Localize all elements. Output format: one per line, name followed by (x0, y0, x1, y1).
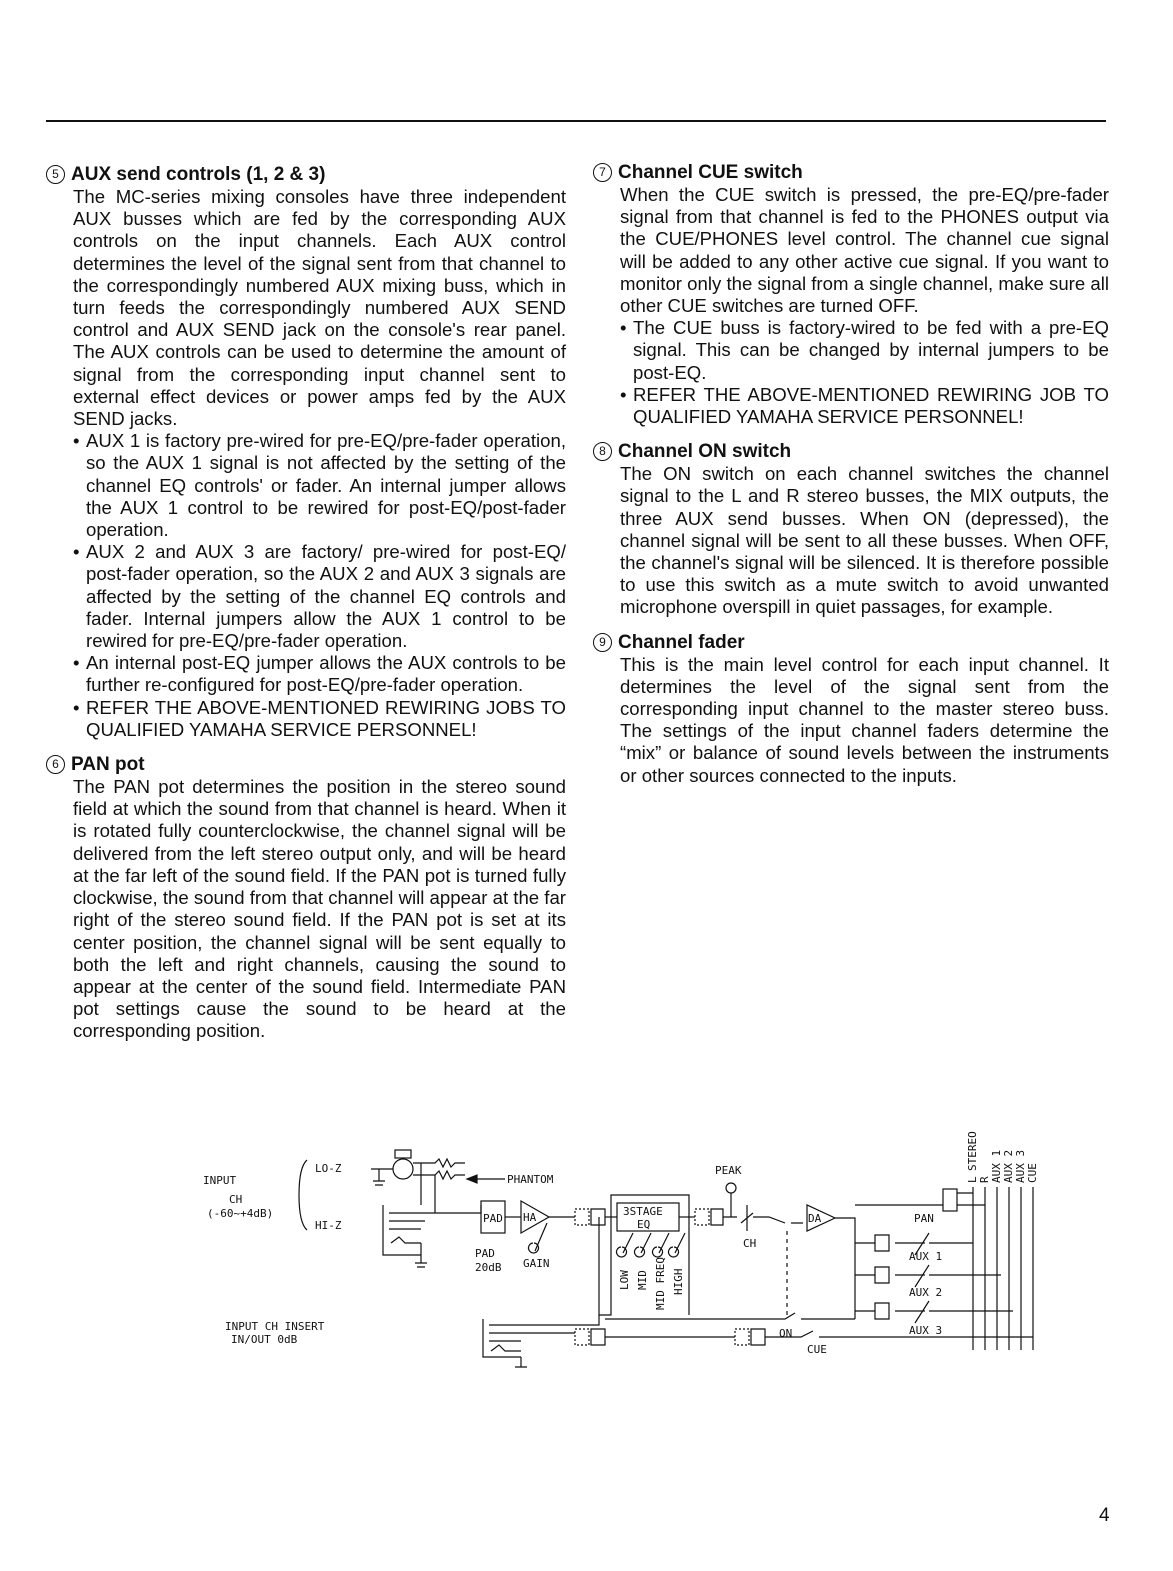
aux-send-3 (855, 1301, 1013, 1323)
bullet-list (620, 317, 1109, 428)
diagram-label-ch-fader: CH (743, 1237, 757, 1250)
diagram-label-eq-line2: EQ (637, 1218, 651, 1231)
input-wire (425, 1205, 481, 1213)
diagram-label-pad: PAD (475, 1247, 495, 1260)
cue-post-switch (735, 1329, 765, 1345)
aux-send-2 (855, 1265, 1001, 1287)
section-title: Channel fader (618, 631, 745, 653)
insert-wire (527, 1315, 599, 1333)
section-heading (593, 440, 1109, 463)
section-on-switch (593, 440, 1109, 618)
section-pan-pot (46, 753, 566, 1042)
insert-jack (483, 1319, 527, 1367)
insert-switch (575, 1209, 605, 1225)
section-title: AUX send controls (1, 2 & 3) (71, 164, 326, 185)
on-switch-bottom (689, 1313, 855, 1319)
section-channel-fader (593, 631, 1109, 787)
peak-led (726, 1183, 736, 1193)
diagram-label-eq-mid: MID (636, 1270, 649, 1290)
phone-jack (383, 1205, 427, 1267)
bullet-list (73, 430, 566, 741)
section-title: Channel ON switch (618, 441, 792, 463)
fader-symbol (741, 1205, 753, 1231)
eq-pots (617, 1233, 686, 1257)
section-heading (46, 163, 566, 186)
section-title: Channel CUE switch (618, 162, 803, 183)
bus-label-cue: CUE (1026, 1163, 1039, 1183)
diagram-label-da: DA (808, 1212, 822, 1225)
bus-lines (973, 1187, 1033, 1350)
cue-bus-wire (605, 1319, 735, 1337)
input-brace (299, 1160, 307, 1230)
diagram-label-hi-z: HI-Z (315, 1219, 342, 1232)
right-column (593, 161, 1109, 799)
diagram-label-gain: GAIN (523, 1257, 550, 1270)
section-number-9: 9 (593, 633, 612, 652)
diagram-label-peak: PEAK (715, 1164, 742, 1177)
section-cue-switch (593, 161, 1109, 428)
block-diagram-svg (195, 1105, 1045, 1375)
pan-block (943, 1189, 957, 1211)
bus-label-l: L (966, 1176, 979, 1183)
post-eq-switch (695, 1209, 723, 1225)
bus-label-aux1: AUX 1 (990, 1149, 1003, 1183)
diagram-label-ha: HA (523, 1211, 537, 1224)
bullet-item: • REFER THE ABOVE-MENTIONED REWIRING JOB TO QUALIFIED YAMAHA SERVICE PERSONNEL! (620, 384, 1109, 428)
diagram-label-range: (-60~+4dB) (207, 1207, 274, 1220)
phantom-arrow-head (467, 1175, 477, 1183)
diagram-label-aux1: AUX 1 (909, 1250, 943, 1263)
section-number-6: 6 (46, 755, 65, 774)
left-column (46, 163, 566, 1055)
diagram-label-pad-db: 20dB (475, 1261, 502, 1274)
diagram-label-eq-mid-freq: MID FREQ (654, 1257, 667, 1310)
peak-wire (723, 1193, 737, 1217)
diagram-label-aux2: AUX 2 (909, 1286, 943, 1299)
diagram-label-pad-box: PAD (483, 1212, 503, 1225)
cue-tap-switch (575, 1329, 605, 1345)
bullet-item: • An internal post-EQ jumper allows the AUX controls to be further re-configured for post-EQ/pre-fader operation. (73, 652, 566, 696)
diagram-label-insert-line2: IN/OUT 0dB (231, 1333, 298, 1346)
bus-label-aux3: AUX 3 (1014, 1149, 1027, 1183)
bullet-item: • AUX 1 is factory pre-wired for pre-EQ/pre-fader operation, so the AUX 1 signal is not affected by the setting of the channel EQ controls' or fader. An internal jumper allows the AUX 1 control to be rewired for post-EQ/post-fader operation. (73, 430, 566, 541)
diagram-label-ch: CH (229, 1193, 243, 1206)
diagram-label-eq-low: LOW (618, 1270, 631, 1290)
diagram-label-cue: CUE (807, 1343, 827, 1356)
section-paragraph: The MC-series mixing consoles have three independent AUX busses which are fed by the corresponding AUX controls on the input channels. Each AUX control determines the level of the signal sent from that channel to the correspondingly numbered AUX mixing buss, which in turn feeds the correspondingly numbered AUX SEND control and AUX SEND jack on the console's rear panel. The AUX controls can be used to determine the amount of signal from the corresponding input channel sent to external effect devices or power amps fed by the AUX SEND jacks. (73, 186, 566, 430)
channel-block-diagram (195, 1105, 1045, 1375)
bullet-item: • REFER THE ABOVE-MENTIONED REWIRING JOBS TO QUALIFIED YAMAHA SERVICE PERSONNEL! (73, 697, 566, 741)
pan-wires (855, 1193, 985, 1205)
section-heading (46, 753, 566, 776)
bus-label-stereo: STEREO (966, 1131, 979, 1171)
diagram-label-phantom: PHANTOM (507, 1173, 554, 1186)
diagram-label-insert-line1: INPUT CH INSERT (225, 1320, 325, 1333)
section-heading (593, 631, 1109, 654)
section-number-7: 7 (593, 163, 612, 182)
section-paragraph: This is the main level control for each input channel. It determines the level of the signal sent from the corresponding input channel to the master stereo buss. The settings of the input channel faders determine the “mix” or balance of sound levels between the instruments or other sources connected to the inputs. (620, 653, 1109, 786)
section-paragraph: The PAN pot determines the position in the stereo sound field at which the sound from that channel is heard. When it is rotated fully counterclockwise, the channel signal will be delivered from the left stereo output only, and will be heard at the far left of the sound field. If the PAN pot is turned fully clockwise, the sound from that channel will appear at the far right of the stereo sound field. If the PAN pot is set at its center position, the channel signal will be sent equally to both the left and right channels, causing the sound to appear at the center of the sound field. Intermediate PAN pot settings cause the sound to be heard at the corresponding position. (73, 776, 566, 1042)
header-rule (46, 120, 1106, 122)
bus-label-aux2: AUX 2 (1002, 1149, 1015, 1183)
section-heading (593, 161, 1109, 184)
section-aux-send (46, 163, 566, 741)
da-out-wire (835, 1218, 855, 1319)
on-switch-top (753, 1217, 803, 1223)
cue-switch-wire (765, 1331, 1033, 1337)
diagram-label-eq-line1: 3STAGE (623, 1205, 663, 1218)
bullet-item: • The CUE buss is factory-wired to be fed with a pre-EQ signal. This can be changed by internal jumpers to be post-EQ. (620, 317, 1109, 384)
diagram-label-pan: PAN (914, 1212, 934, 1225)
section-title: PAN pot (71, 754, 145, 776)
page-number: 4 (1099, 1505, 1110, 1526)
section-number-5: 5 (46, 165, 65, 184)
diagram-label-input: INPUT (203, 1174, 237, 1187)
diagram-label-aux3: AUX 3 (909, 1324, 943, 1337)
diagram-label-eq-high: HIGH (672, 1268, 685, 1295)
bullet-item: • AUX 2 and AUX 3 are factory/ pre-wired for post-EQ/ post-fader operation, so the AUX 2 and AUX 3 signals are affected by the setting of the channel EQ controls and fader. Internal jumpers allow the AUX 1 control to be rewired for pre-EQ/pre-fader operation. (73, 541, 566, 652)
diagram-label-on: ON (779, 1327, 793, 1340)
xlr-connector (371, 1150, 465, 1205)
section-number-8: 8 (593, 442, 612, 461)
bus-label-r: R (978, 1176, 991, 1183)
section-paragraph: The ON switch on each channel switches the channel signal to the L and R stereo busses, the MIX outputs, the three AUX send busses. When ON (depressed), the channel signal will be sent to all these busses. When OFF, the channel's signal will be silenced. It is therefore possible to use this switch as a mute switch to avoid unwanted microphone overspill in quiet passages, for example. (620, 463, 1109, 618)
diagram-label-lo-z: LO-Z (315, 1162, 342, 1175)
section-paragraph: When the CUE switch is pressed, the pre-EQ/pre-fader signal from that channel is fed to the PHONES output via the CUE/PHONES level control. The channel cue signal will be added to any other active cue signal. If you want to monitor only the signal from a single channel, make sure all other CUE switches are turned OFF. (620, 184, 1109, 317)
